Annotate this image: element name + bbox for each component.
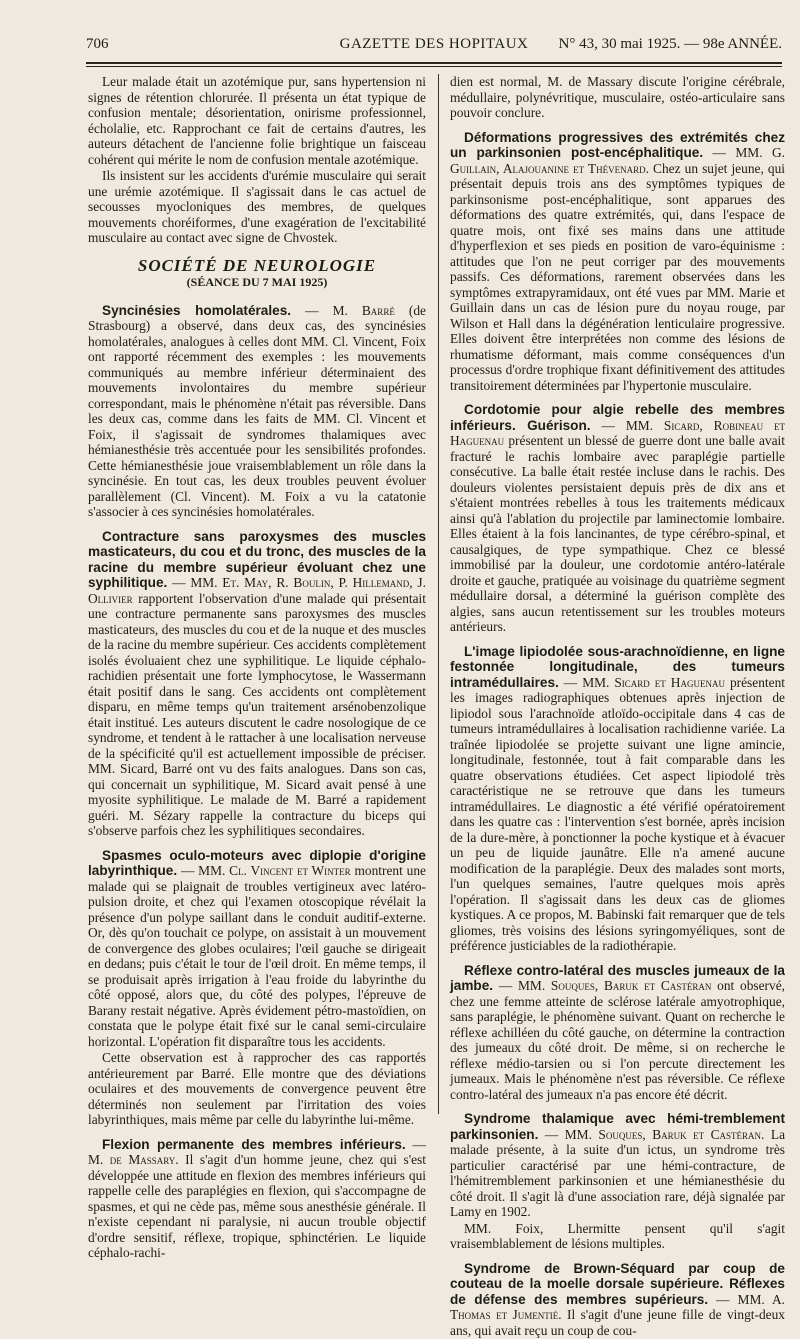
article: Réflexe contro-latéral des muscles jumeaux de la jambe. — MM. Souques, Baruk et Castéran ont observé, chez une femme atteinte de sclérose latérale amyotrophique, sans paraplégie, le phénomène suivant. Quant on recherche le réflexe achilléen du côté gauche, on détermine la contraction des jumeaux du côté droit. De même, si on recherche le réflexe médio-tarsien ou si l'on percute directement les jumeaux. Mais le phénomène n'est pas réversible. Ce réflexe contro-latéral des jumeaux n'a pas encore été décrit. [450, 962, 785, 1102]
article-authors: M. de Massary. [88, 1152, 179, 1167]
column-divider [438, 74, 439, 1114]
article-text: montrent une malade qui se plaignait de troubles vertigineux avec latéro-pulsion droite, et chez qui l'examen otoscopique révélait la présence d'un polype saillant dans le conduit auditif-externe. Or, dès qu'on touchait ce polype, on assistait à un mouvement de convergence des globes oculaires; l'œil gauche se dirigeait en dedans; puis c'était le tour de l'œil droit. En même temps, il se produisait après irrigation à l'eau froide du labyrinthe du côté opposé, alors que, du côté des polypes, l'épreuve de Barany restait négative. Après évidement pétro-mastoïdien, on constata que le polype était fixé sur le canal semi-circulaire horizontal. L'opération fit disparaître tous les accidents. [88, 863, 426, 1049]
article-text: ont observé, chez une femme atteinte de sclérose latérale amyotrophique, sans paraplégie, le phénomène suivant. Quant on recherche le réflexe achilléen du côté gauche, on détermine la contraction des jumeaux du côté droit. De même, si on recherche le réflexe médio-tarsien ou si l'on percute directement les jumeaux. Mais le phénomène n'est pas réversible. Ce réflexe contro-latéral des jumeaux n'a pas encore été décrit. [450, 978, 785, 1102]
article: Cordotomie pour algie rebelle des membres inférieurs. Guérison. — MM. Sicard, Robineau et Haguenau présentent un blessé de guerre dont une balle avait fracturé le rachis lombaire avec paraplégie partielle consécutive. La balle était restée incluse dans le rachis. Des douleurs violentes persistaient depuis près de dix ans et s'étaient montrées rebelles à tous les traitements médicaux ainsi qu'à l'ablation du projectile par laminectomie lombaire. Elles étaient à la fois lancinantes, de type cérébro-spinal, et causalgiques, de type sympathique. Chez ce blessé immobilisé par la douleur, une cordotomie antéro-latérale droite et gauche, pratiquée au voisinage du quatrième segment médullaire dorsal, a déterminé la guérison complète des algies, sans aucun retentissement sur les troubles moteurs antérieurs. [450, 402, 785, 634]
article: Déformations progressives des extrémités chez un parkinsonien post-encéphalitique. — MM. G. Guillain, Alajouanine et Thévenard. Chez un sujet jeune, qui présentait depuis trois ans des symptômes typiques de parkinsonisme post-encéphalitique, sont apparues des déformations des quatre extrémités, qui, dans l'espace de quatre mois, ont fixé ses mains dans une attitude d'hyperflexion et ses pieds en position de varo-équinisme : attitudes que l'on ne peut corriger par des mouvements passifs. Ces déformations, rarement observées dans les symptômes extrapyramidaux, ont été vues par MM. Marie et Guillain dans un cas de lésion pure du noyau rouge, par Wilson et Hall dans la dégénération lenticulaire progressive. Elles doivent être interprétées non comme des lésions de rhumatisme déformant, mais comme conséquences d'un processus d'ordre trophique fixant définitivement des attitudes transitoirement déterminées par l'hypertonie musculaire. [450, 129, 786, 393]
article-authors: MM. Sicard, Robineau et Haguenau [450, 417, 785, 448]
article-text: Il s'agit d'une jeune fille de vingt-deux ans, qui avait reçu un coup de cou- [450, 1307, 785, 1338]
paragraph: dien est normal, M. de Massary discute l'origine cérébrale, médullaire, polynévritique, musculaire, ostéo-articulaire sans pouvoir conclure. [450, 74, 785, 120]
article: L'image lipiodolée sous-arachnoïdienne, en ligne festonnée longitudinale, des tumeurs intramédullaires. — MM. Sicard et Haguenau présentent les images radiographiques obtenues après injection de lipiodol sous l'arachnoïde atloïdo-occipitale dans 4 cas de tumeurs intramédullaires à localisation rachidienne variée. La traînée lipiodolée se projette suivant une ligne amincie, longitudinale, festonnée, tout à fait comparable dans les quatre observations étudiées. Cet aspect lipiodolé très caractéristique ne se retrouve que dans les tumeurs intramédullaires. Le diagnostic a été vérifié opératoirement dans les quatre cas : l'intervention s'est bornée, après incision de la dure-mère, à ponctionner la poche kystique et à évacuer un peu de liquide jaunâtre. Elle n'a amené aucune modification de la paraplégie. Deux des malades sont morts, l'un quelques semaines, l'autre quelques mois après l'opération. Il s'agissait dans les deux cas de gliomes kystiques. A ce propos, M. Babinski fait remarquer que de tels gliomes, très voisins des lésions syringomyéliques, sont de préférence justiciables de la radiothérapie. [450, 643, 785, 953]
article-authors: MM. Et. May, R. Boulin, P. Hillemand, J. Ollivier [88, 575, 426, 606]
header-rule [86, 62, 782, 64]
page-header [86, 36, 782, 58]
article-authors: MM. Souques, Baruk et Castéran. [564, 1126, 765, 1142]
article-text: La malade présente, à la suite d'un ictus, un syndrome très particulier caractérisé par une hémi-contracture, de l'hémitremblement parkinsonien et une hémianesthésie du côté droit. Il s'agit là d'une association rare, déjà signalée par Lamy en 1902. [450, 1126, 786, 1219]
article-text: Chez un sujet jeune, qui présentait depuis trois ans des symptômes typiques de parkinsonisme post-encéphalitique, sont apparues des déformations des quatre extrémités, qui, dans l'espace de quatre mois, ont fixé ses mains dans une attitude d'hyperflexion et ses pieds en position de varo-équinisme : attitudes que l'on ne peut corriger par des mouvements passifs. Ces déformations, rarement observées dans les symptômes extrapyramidaux, ont été vues par MM. Marie et Guillain dans un cas de lésion pure du noyau rouge, par Wilson et Hall dans la dégénération lenticulaire progressive. Elles doivent être interprétées non comme des lésions de rhumatisme déformant, mais comme conséquences d'un processus d'ordre trophique fixant définitivement des attitudes transitoirement déterminées par l'hypertonie musculaire. [450, 160, 785, 393]
article-heading: Flexion permanente des membres inférieurs. [102, 1136, 406, 1152]
article-heading: Syndrome thalamique avec hémi-tremblement parkinsonien. [450, 1111, 785, 1142]
article-heading: L'image lipiodolée sous-arachnoïdienne, en ligne festonnée longitudinale, des tumeurs intramédullaires. [450, 643, 785, 690]
journal-title: GAZETTE DES HOPITAUX [339, 36, 529, 52]
paragraph: MM. Foix, Lhermitte pensent qu'il s'agit vraisemblablement de lésions multiples. [450, 1220, 785, 1251]
article: Syndrome thalamique avec hémi-tremblement parkinsonien. — MM. Souques, Baruk et Castéran. La malade présente, à la suite d'un ictus, un syndrome très particulier caractérisé par une hémi-contracture, de l'hémitremblement parkinsonien et une hémianesthésie du côté droit. Il s'agit là d'une association rare, déjà signalée par Lamy en 1902. [450, 1111, 786, 1219]
article-text: présentent un blessé de guerre dont une balle avait fracturé le rachis lombaire avec paraplégie partielle consécutive. La balle était restée incluse dans le rachis. Des douleurs violentes persistaient depuis près de dix ans et s'étaient montrées rebelles à tous les traitements médicaux ainsi qu'à l'ablation du projectile par laminectomie lombaire. Elles étaient à la fois lancinantes, de type cérébro-spinal, et causalgiques, de type sympathique. Chez ce blessé immobilisé par la douleur, une cordotomie antéro-latérale droite et gauche, pratiquée au voisinage du quatrième segment médullaire dorsal, a déterminé la guérison complète des algies, sans aucun retentissement sur les troubles moteurs antérieurs. [450, 433, 785, 634]
article-heading: Syndrome de Brown-Séquard par coup de couteau de la moelle dorsale supérieure. Réflexes de défense des membres supérieurs. [450, 1260, 785, 1307]
article-heading: Déformations progressives des extrémités chez un parkinsonien post-encéphalitique. [450, 129, 785, 160]
right-column [450, 74, 785, 1339]
article-authors: MM. A. Thomas et Jumentié. [450, 1291, 785, 1322]
article-authors: M. Barré [332, 302, 395, 318]
article-heading: Cordotomie pour algie rebelle des membres inférieurs. Guérison. [450, 402, 785, 433]
header-rule-thin [86, 66, 782, 67]
society-title: SOCIÉTÉ DE NEUROLOGIE [137, 255, 377, 275]
page-number: 706 [86, 36, 109, 52]
article: Flexion permanente des membres inférieurs. — M. de Massary. Il s'agit d'un homme jeune, chez qui s'est développée une attitude en flexion des membres inférieurs qui rappelle celle des paraplégies en flexion, qui s'accompagne de spasmes, et qui ne cède pas, même sous anesthésie générale. Il n'existe cependant ni paralysie, ni aucun trouble objectif d'ordre sensitif, réflexe, tropique, sphinctérien. Le liquide céphalo-rachi- [88, 1136, 426, 1260]
article-text: Il s'agit d'un homme jeune, chez qui s'est développée une attitude en flexion des membres inférieurs qui rappelle celle des paraplégies en flexion, qui s'accompagne de spasmes, et qui ne cède pas, même sous anesthésie générale. Il n'existe cependant ni paralysie, ni aucun trouble objectif d'ordre sensitif, réflexe, tropique, sphinctérien. Le liquide céphalo-rachi- [88, 1152, 426, 1260]
article-authors: MM. Cl. Vincent et Winter [198, 863, 351, 878]
article: Syndrome de Brown-Séquard par coup de couteau de la moelle dorsale supérieure. Réflexes de défense des membres supérieurs. — MM. A. Thomas et Jumentié. Il s'agit d'une jeune fille de vingt-deux ans, qui avait reçu un coup de cou- [450, 1260, 785, 1338]
session-date: (SÉANCE DU 7 MAI 1925) [186, 275, 328, 289]
left-column [88, 74, 426, 1262]
article-text: présentent les images radiographiques obtenues après injection de lipiodol sous l'arachnoïde atloïdo-occipitale dans 4 cas de tumeurs intramédullaires à localisation rachidienne variée. La traînée lipiodolée se projette suivant une ligne amincie, longitudinale, festonnée, tout à fait comparable dans les quatre observations étudiées. Cet aspect lipiodolé très caractéristique ne se retrouve que dans les tumeurs intramédullaires. Le diagnostic a été vérifié opératoirement dans les quatre cas : l'intervention s'est bornée, après incision de la dure-mère, à ponctionner la poche kystique et à évacuer un peu de liquide jaunâtre. Elle n'a amené aucune modification de la paraplégie. Deux des malades sont morts, l'un quelques semaines, l'autre quelques mois après l'opération. Il s'agissait dans les deux cas de gliomes kystiques. A ce propos, M. Babinski fait remarquer que de tels gliomes, très voisins des lésions syringomyéliques, sont de préférence justiciables de la radiothérapie. [450, 674, 785, 953]
article: Contracture sans paroxysmes des muscles masticateurs, du cou et du tronc, des muscles de la racine du membre supérieur évoluant chez une syphilitique. — MM. Et. May, R. Boulin, P. Hillemand, J. Ollivier rapportent l'observation d'une malade qui présentait une contracture permanente sans paroxysmes des muscles masticateurs, des muscles du cou et de la nuque et des muscles de la racine du membre supérieur. Ces accidents complètement isolés évoluaient chez une syphilitique. Le liquide céphalo-rachidien présentait une forte lymphocytose, le Wassermann était positif dans le sang. Ces accidents ont complètement disparu, en même temps qu'un traitement arsénobenzolique était institué. Les auteurs discutent le cadre nosologique de ce syndrome, et tendent à le rattacher à une localisation nerveuse de la spécificité qu'il est actuellement impossible de préciser. MM. Sicard, Barré ont vu des faits analogues. Dans son cas, qui concernait un syphilitique, M. Sicard avait pensé à une myosite syphilitique. Le malade de M. Barré a rapidement guéri. M. Sézary rappelle la contracture du biceps qui s'observe parfois chez les syphilitiques secondaires. [88, 528, 426, 838]
article-authors: MM. Sicard et Haguenau [582, 674, 725, 690]
article: Spasmes oculo-moteurs avec diplopie d'origine labyrinthique. — MM. Cl. Vincent et Winter montrent une malade qui se plaignait de troubles vertigineux avec latéro-pulsion droite, et chez qui l'examen otoscopique révélait la présence d'un polype saillant dans le conduit auditif-externe. Or, dès qu'on touchait ce polype, on assistait à un mouvement de convergence des globes oculaires; l'œil gauche se dirigeait en dedans; puis c'était le tour de l'œil droit. En même temps, il se produisait après irrigation à l'eau froide du labyrinthe du côté opposé, alors que, du côté des polypes, l'épreuve de Barany restait négative. Après évidement pétro-mastoïdien, on constata que le polype était fixé sur le canal semi-circulaire horizontal. L'opération fit disparaître tous les accidents. [88, 847, 426, 1049]
article: Syncinésies homolatérales. — M. Barré (de Strasbourg) a observé, dans deux cas, des syncinésies homolatérales, analogues à celles dont MM. Cl. Vincent, Foix ont rapporté récemment des exemples : les mouvements communiqués au membre inférieur déterminaient des mouvements involontaires du membre supérieur correspondant, mais le phénomène n'était pas réversible. Dans les deux cas, comme dans les faits de MM. Cl. Vincent et Foix, il s'agissait de syndromes thalamiques avec hémianesthésie très accentuée pour les sensibilités profondes. Cette hémianesthésie joue vraisemblablement un rôle dans la syncinésie. En tout cas, les deux troubles peuvent évoluer parallèlement (Cl. Vincent). M. Foix a vu la catatonie s'associer à ces syncinésies homolatérales. [88, 302, 427, 519]
article-authors: MM. Souques, Baruk et Castéran [518, 978, 712, 993]
article-heading: Spasmes oculo-moteurs avec diplopie d'origine labyrinthique. [88, 847, 426, 878]
article-text: rapportent l'observation d'une malade qui présentait une contracture permanente sans paroxysmes des muscles masticateurs, des muscles du cou et de la nuque et des muscles de la racine du membre supérieur. Ces accidents complètement isolés évoluaient chez une syphilitique. Le liquide céphalo-rachidien présentait une forte lymphocytose, le Wassermann était positif dans le sang. Ces accidents ont complètement disparu, en même temps qu'un traitement arsénobenzolique était institué. Les auteurs discutent le cadre nosologique de ce syndrome, et tendent à le rattacher à une localisation nerveuse de la spécificité qu'il est actuellement impossible de préciser. MM. Sicard, Barré ont vu des faits analogues. Dans son cas, qui concernait un syphilitique, M. Sicard avait pensé à une myosite syphilitique. Le malade de M. Barré a rapidement guéri. M. Sézary rappelle la contracture du biceps qui s'observe parfois chez les syphilitiques secondaires. [88, 590, 426, 838]
article-heading: Contracture sans paroxysmes des muscles masticateurs, du cou et du tronc, des muscles de la racine du membre supérieur évoluant chez une syphilitique. [88, 528, 426, 590]
article-heading: Syncinésies homolatérales. [102, 302, 292, 318]
issue-date: N° 43, 30 mai 1925. — 98e ANNÉE. [558, 36, 782, 52]
article-authors: MM. G. Guillain, Alajouanine et Thévenard. [450, 145, 786, 176]
paragraph: Leur malade était un azotémique pur, sans hypertension ni signes de rétention chlorurée. Il présenta un état typique de confusion mentale; désorientation, onirisme professionnel, écholalie, etc. Rapprochant ce fait de certains d'autres, les auteurs détachent de l'ancienne folie brightique un faisceau cohérent qui mérite le nom de confusion mentale azotémique. [88, 74, 426, 167]
article-heading: Réflexe contro-latéral des muscles jumeaux de la jambe. [450, 962, 785, 993]
paragraph: Cette observation est à rapprocher des cas rapportés antérieurement par Barré. Elle montre que des déviations oculaires et des mouvements de convergence peuvent être déterminés non seulement par l'irritation des voies labyrinthiques, mais même par celle du labyrinthe lui-même. [88, 1050, 426, 1127]
article-text: (de Strasbourg) a observé, dans deux cas, des syncinésies homolatérales, analogues à celles dont MM. Cl. Vincent, Foix ont rapporté récemment des exemples : les mouvements communiqués au membre inférieur déterminaient des mouvements involontaires du membre supérieur correspondant, mais le phénomène n'était pas réversible. Dans les deux cas, comme dans les faits de MM. Cl. Vincent et Foix, il s'agissait de syndromes thalamiques avec hémianesthésie très accentuée pour les sensibilités profondes. Cette hémianesthésie joue vraisemblablement un rôle dans la syncinésie. En tout cas, les deux troubles peuvent évoluer parallèlement (Cl. Vincent). M. Foix a vu la catatonie s'associer à ces syncinésies homolatérales. [88, 302, 427, 519]
paragraph: Ils insistent sur les accidents d'urémie musculaire qui serait une urémie azotémique. Il s'agissait dans le cas actuel de secousses myocloniques des membres, de quelques mouvements choréiformes, d'une exagération de l'excitabilité musculaire au contact avec signe de Chvostek. [88, 168, 426, 245]
